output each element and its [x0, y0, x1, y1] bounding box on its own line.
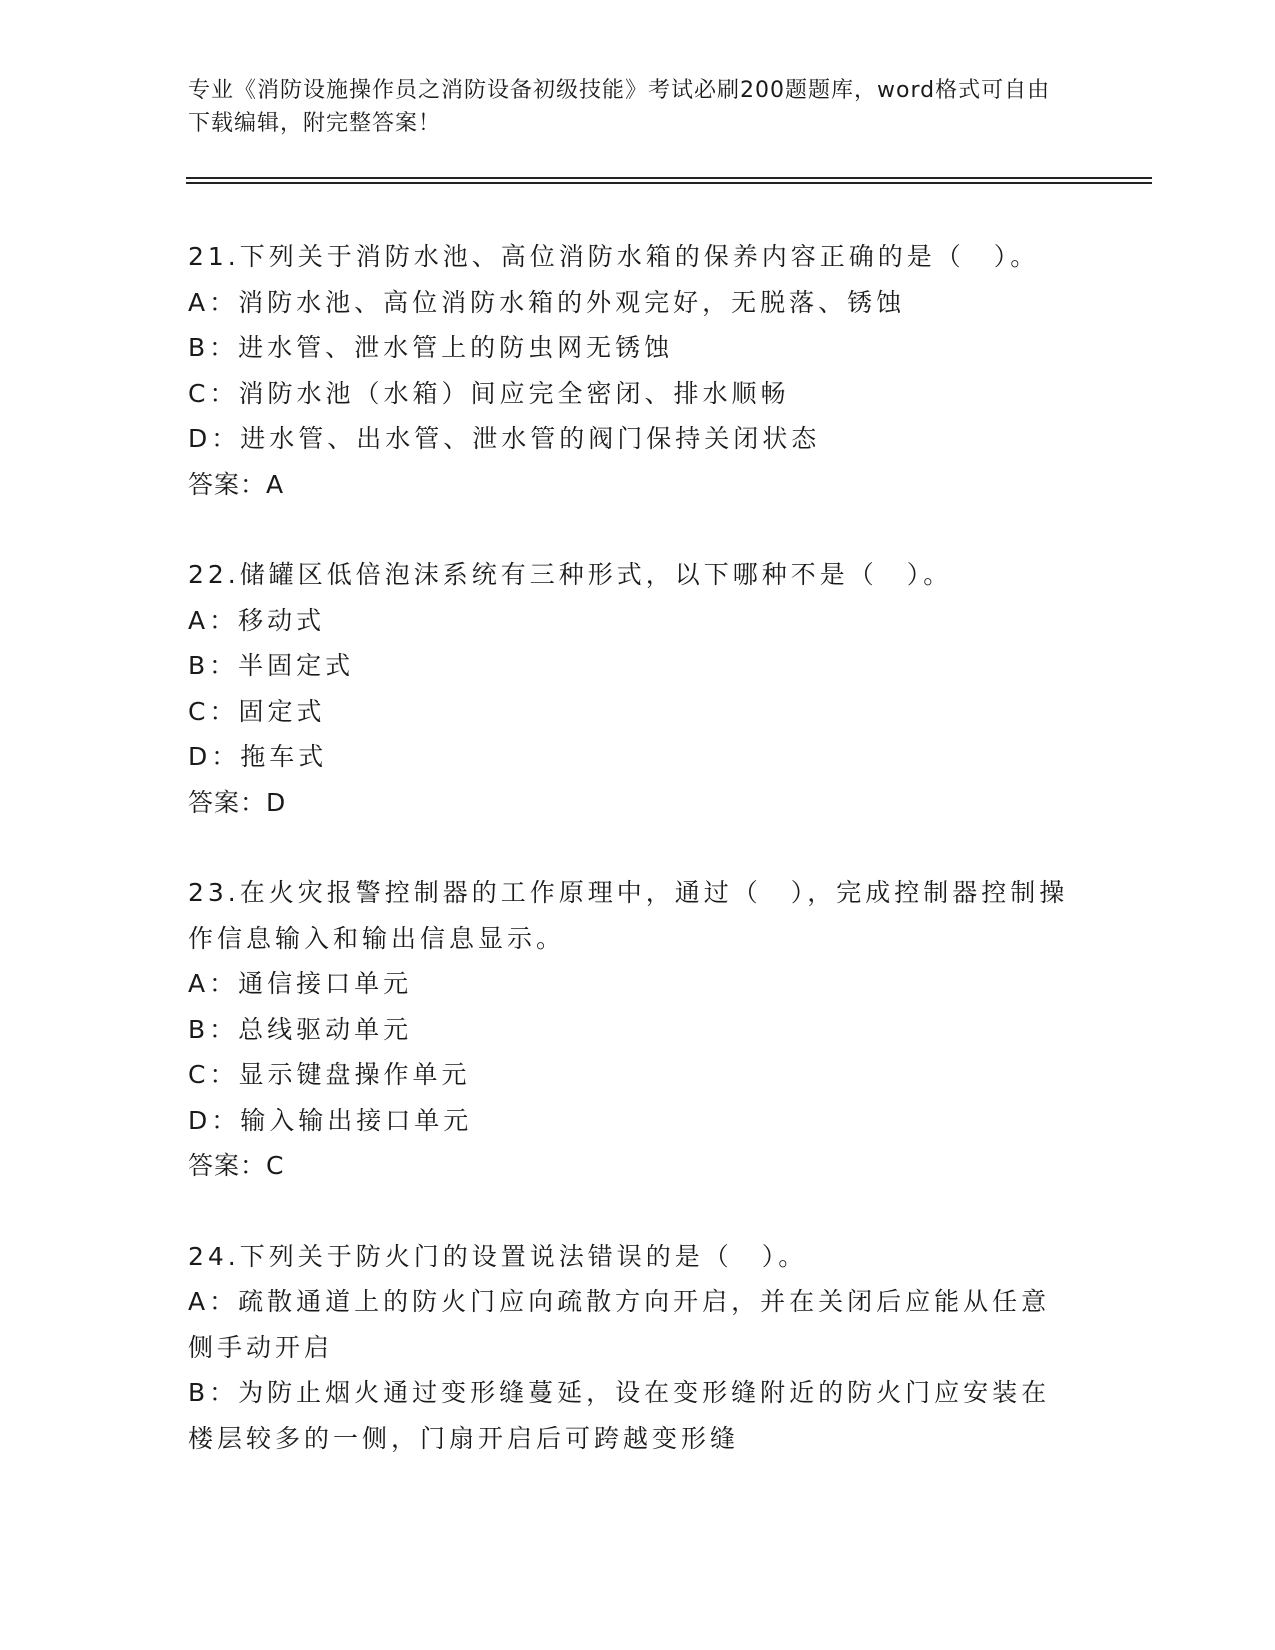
question-24 [188, 1234, 1078, 1462]
answer-label: 答案：A [188, 469, 285, 499]
option-a: A：通信接口单元 [188, 969, 413, 998]
document-header [188, 74, 1068, 140]
option-b: B：半固定式 [188, 651, 355, 680]
option-d: D：输入输出接口单元 [188, 1105, 473, 1135]
question-list [188, 234, 1078, 1461]
answer-label: 答案：D [188, 787, 287, 817]
question-stem: 22.储罐区低倍泡沫系统有三种形式，以下哪种不是（ ）。 [188, 560, 953, 589]
header-divider-top [186, 177, 1152, 179]
option-b: B：进水管、泄水管上的防虫网无锈蚀 [188, 333, 674, 362]
option-c: C：显示键盘操作单元 [188, 1060, 471, 1089]
question-21 [188, 234, 1078, 507]
question-stem: 23.在火灾报警控制器的工作原理中，通过（ ），完成控制器控制操作信息输入和输出信息显示。 [188, 878, 1069, 953]
option-a: A：移动式 [188, 605, 326, 635]
question-spacer [188, 1189, 1078, 1234]
question-22 [188, 552, 1078, 825]
header-text: 专业《消防设施操作员之消防设备初级技能》考试必刷200题题库，word格式可自由下载编辑，附完整答案！ [188, 78, 1051, 136]
question-spacer [188, 825, 1078, 870]
answer-label: 答案：C [188, 1151, 285, 1180]
option-a: A：疏散通道上的防火门应向疏散方向开启，并在关闭后应能从任意侧手动开启 [188, 1287, 1051, 1362]
question-23 [188, 870, 1078, 1189]
option-d: D：拖车式 [188, 742, 328, 771]
header-divider-bottom [186, 182, 1152, 184]
option-a: A：消防水池、高位消防水箱的外观完好，无脱落、锈蚀 [188, 287, 906, 317]
option-d: D：进水管、出水管、泄水管的阀门保持关闭状态 [188, 424, 821, 453]
option-c: C：消防水池（水箱）间应完全密闭、排水顺畅 [188, 378, 790, 408]
option-c: C：固定式 [188, 696, 326, 726]
option-b: B：为防止烟火通过变形缝蔓延，设在变形缝附近的防火门应安装在楼层较多的一侧，门扇开启后可跨越变形缝 [188, 1378, 1051, 1453]
option-b: B：总线驱动单元 [188, 1014, 413, 1044]
question-stem: 24.下列关于防火门的设置说法错误的是（ ）。 [188, 1241, 808, 1271]
question-spacer [188, 507, 1078, 552]
question-stem: 21.下列关于消防水池、高位消防水箱的保养内容正确的是（ ）。 [188, 242, 1040, 271]
